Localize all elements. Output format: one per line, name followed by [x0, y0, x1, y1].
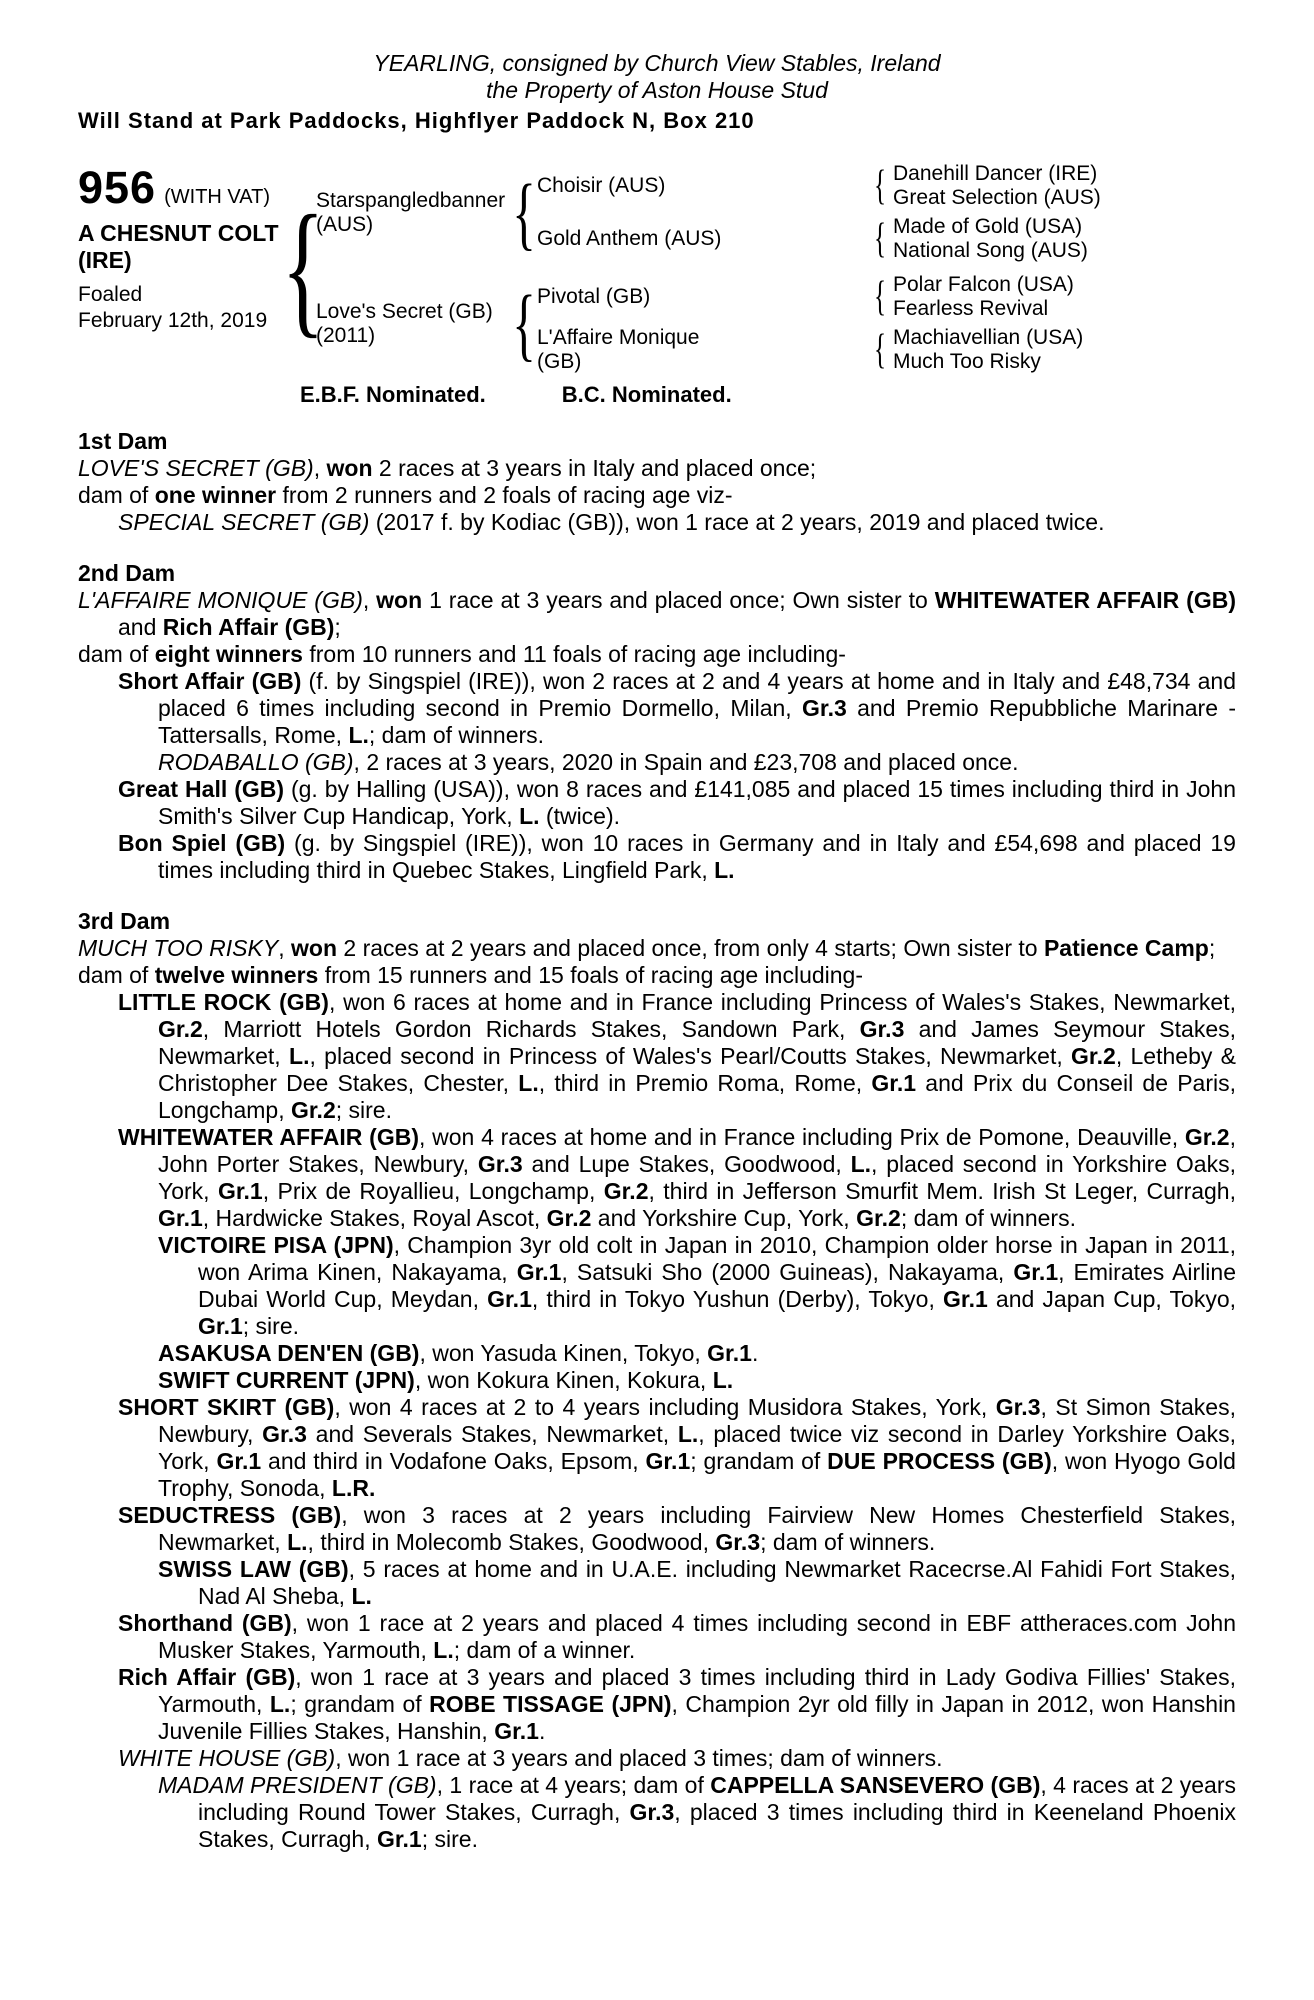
text-run: ; dam of winners.: [900, 1205, 1076, 1231]
text-run: ASAKUSA DEN'EN (GB): [158, 1340, 420, 1366]
text-run: Gr.2: [1071, 1043, 1116, 1069]
grandparent-name-line: Pivotal (GB): [537, 285, 651, 308]
consignor-line: YEARLING, consigned by Church View Stables, Ireland: [373, 50, 941, 76]
text-run: from 15 runners and 15 foals of racing age including-: [318, 962, 863, 988]
pedigree-paragraph: [78, 1340, 1236, 1367]
text-run: , Letheby & Christopher Dee Stakes, Chester,: [158, 1043, 1237, 1096]
stabling-line: Will Stand at Park Paddocks, Highflyer Paddock N, Box 210: [78, 108, 755, 133]
text-run: and: [118, 614, 163, 640]
text-run: WHITEWATER AFFAIR (GB): [118, 1124, 419, 1150]
text-run: Rich Affair (GB): [162, 614, 335, 640]
text-run: .: [751, 1340, 759, 1366]
text-run: , placed second in Yorkshire Oaks, York,: [158, 1151, 1236, 1204]
text-run: and Yorkshire Cup, York,: [591, 1205, 857, 1231]
text-run: SEDUCTRESS (GB): [118, 1502, 342, 1528]
text-run: eight winners: [154, 641, 303, 667]
text-run: L'AFFAIRE MONIQUE (GB): [78, 587, 363, 613]
text-run: ; dam of winners.: [368, 722, 545, 748]
text-run: 2 races at 2 years and placed once, from only 4 starts; Own sister to: [337, 935, 1044, 961]
text-run: SPECIAL SECRET (GB): [118, 509, 370, 535]
text-run: Short Affair (GB): [118, 668, 302, 694]
text-run: , won Kokura Kinen, Kokura,: [414, 1367, 713, 1393]
text-run: Gr.1: [645, 1448, 691, 1474]
lot-info: [78, 162, 290, 374]
brace-icon: {: [873, 163, 887, 209]
text-run: Gr.2: [290, 1097, 336, 1123]
text-run: (g. by Singspiel (IRE)), won 10 races in Germany and in Italy and £54,698 and placed 19 times including third in Quebec Stakes, Lingfield Park,: [158, 830, 1236, 883]
pedigree-paragraph: [78, 668, 1236, 749]
text-run: Great Hall (GB): [118, 776, 285, 802]
text-run: ; dam of winners.: [760, 1529, 936, 1555]
pedigree-paragraph: [78, 1367, 1236, 1394]
text-run: , won 3 races at 2 years including Fairview New Homes Chesterfield Stakes, Newmarket,: [158, 1502, 1236, 1555]
sire-name-line: Starspangledbanner: [316, 188, 506, 212]
pedigree-paragraph: [78, 1772, 1236, 1853]
pedigree-paragraph: [78, 587, 1236, 641]
brace-icon: {: [512, 166, 536, 258]
text-run: , won 4 races at 2 to 4 years including Musidora Stakes, York,: [334, 1394, 996, 1420]
text-run: and James Seymour Stakes, Newmarket,: [158, 1016, 1236, 1069]
pedigree-paragraph: [78, 1394, 1236, 1502]
dam-name: [316, 300, 511, 348]
text-run: WHITE HOUSE (GB): [118, 1745, 336, 1771]
dam-name-line: (2011): [316, 323, 376, 347]
text-run: ,: [362, 587, 377, 613]
text-run: L.: [269, 1691, 291, 1717]
pedigree-tree-wrap: [281, 162, 1101, 374]
text-run: Gr.1: [216, 1448, 262, 1474]
text-run: , won 4 races at home and in France including Prix de Pomone, Deauville,: [418, 1124, 1185, 1150]
section-heading: 2nd Dam: [78, 560, 176, 586]
grandparent-name: [537, 227, 867, 251]
grandparent-name-line: L'Affaire Monique: [537, 326, 700, 349]
text-run: ; sire.: [242, 1313, 299, 1339]
text-run: , Champion 3yr old colt in Japan in 2010, Champion older horse in Japan in 2011, won Arima Kinen, Nakayama,: [198, 1232, 1237, 1285]
grandparent-name-line: Gold Anthem (AUS): [537, 227, 722, 250]
text-run: , placed twice viz second in Darley Yorkshire Oaks, York,: [158, 1421, 1236, 1474]
text-run: (2017 f. by Kodiac (GB)), won 1 race at 2 years, 2019 and placed twice.: [369, 509, 1105, 535]
dam-grandparents: [537, 273, 1083, 374]
great-grandparent-name: Machiavellian (USA): [893, 326, 1084, 349]
great-grandparent-name: Danehill Dancer (IRE): [893, 162, 1098, 185]
text-run: Bon Spiel (GB): [118, 830, 286, 856]
text-run: ROBE TISSAGE (JPN): [429, 1691, 672, 1717]
text-run: twelve winners: [154, 962, 319, 988]
text-run: Gr.3: [715, 1529, 761, 1555]
text-run: Gr.1: [217, 1178, 263, 1204]
text-run: , won Yasuda Kinen, Tokyo,: [419, 1340, 708, 1366]
pedigree-paragraph: [78, 1232, 1236, 1340]
text-run: ; sire.: [421, 1826, 478, 1852]
text-run: , 4 races at 2 years including Round Tower Stakes, Curragh,: [198, 1772, 1237, 1825]
text-run: , placed second in Princess of Wales's Pearl/Coutts Stakes, Newmarket,: [309, 1043, 1072, 1069]
pedigree-paragraph: [78, 509, 1236, 536]
pedigree-paragraph: [78, 455, 1236, 482]
text-run: , Prix de Royallieu, Longchamp,: [262, 1178, 604, 1204]
text-run: SWISS LAW (GB): [158, 1556, 349, 1582]
text-run: , third in Jefferson Smurfit Mem. Irish St Leger, Curragh,: [648, 1178, 1236, 1204]
great-grandparents: [893, 273, 1074, 321]
pedigree-paragraph: [78, 1664, 1236, 1745]
great-grandparents: [893, 215, 1088, 263]
brace-icon: {: [873, 327, 887, 373]
bc-nomination: B.C. Nominated.: [561, 382, 732, 407]
text-run: MADAM PRESIDENT (GB): [158, 1772, 437, 1798]
text-run: L.: [518, 1070, 539, 1096]
vat-note: (WITH VAT): [164, 186, 270, 208]
dam-section: [78, 560, 1236, 884]
grandparent-name: [537, 326, 867, 374]
text-run: ,: [278, 935, 291, 961]
text-run: (g. by Halling (USA)), won 8 races and £141,085 and placed 15 times including third in John Smith's Silver Cup Handicap, York,: [158, 776, 1236, 829]
text-run: one winner: [154, 482, 277, 508]
text-run: VICTOIRE PISA (JPN): [158, 1232, 394, 1258]
text-run: , Marriott Hotels Gordon Richards Stakes, Sandown Park,: [202, 1016, 860, 1042]
text-run: Gr.2: [603, 1178, 649, 1204]
text-run: , won 1 race at 3 years and placed 3 times including third in Lady Godiva Fillies' Stakes, Yarmouth,: [158, 1664, 1236, 1717]
pedigree-paragraph: [78, 1610, 1236, 1664]
text-run: , 5 races at home and in U.A.E. including Newmarket Racecrse.Al Fahidi Fort Stakes, Nad Al Sheba,: [198, 1556, 1236, 1609]
text-run: , won 1 race at 3 years and placed 3 times; dam of winners.: [335, 1745, 943, 1771]
text-run: , placed 3 times including third in Keeneland Phoenix Stakes, Curragh,: [198, 1799, 1236, 1852]
foaled-label: Foaled: [78, 283, 143, 306]
text-run: 1 race at 3 years and placed once; Own sister to: [422, 587, 935, 613]
brace-icon: {: [873, 216, 887, 262]
text-run: ,: [313, 455, 327, 481]
text-run: ;: [334, 614, 341, 640]
text-run: MUCH TOO RISKY: [78, 935, 279, 961]
text-run: and Lupe Stakes, Goodwood,: [522, 1151, 851, 1177]
text-run: WHITEWATER AFFAIR (GB): [934, 587, 1236, 613]
grandparent-name: [537, 285, 867, 309]
text-run: Shorthand (GB): [118, 1610, 292, 1636]
grandparent-name-line: Choisir (AUS): [537, 174, 666, 197]
text-run: L.: [351, 1583, 372, 1609]
text-run: Gr.1: [376, 1826, 422, 1852]
sire-grandparents: [537, 162, 1101, 263]
great-grandparent-name: Great Selection (AUS): [893, 186, 1101, 209]
text-run: L.R.: [331, 1475, 376, 1501]
text-run: CAPPELLA SANSEVERO (GB): [710, 1772, 1041, 1798]
text-run: and Severals Stakes, Newmarket,: [306, 1421, 678, 1447]
text-run: and Prix du Conseil de Paris, Longchamp,: [158, 1070, 1236, 1123]
text-run: L.: [677, 1421, 699, 1447]
text-run: ; grandam of: [290, 1691, 430, 1717]
grandparent-row: [537, 326, 1083, 374]
text-run: , third in Premio Roma, Rome,: [538, 1070, 872, 1096]
nominations-row: [78, 382, 1236, 408]
text-run: LITTLE ROCK (GB): [118, 989, 329, 1015]
text-run: Gr.1: [871, 1070, 917, 1096]
great-grandparent-name: Fearless Revival: [893, 297, 1049, 320]
text-run: , Emirates Airline Dubai World Cup, Meydan,: [198, 1259, 1236, 1312]
dam-section: [78, 428, 1236, 536]
sire-name: [316, 189, 511, 237]
text-run: , won 6 races at home and in France including Princess of Wales's Stakes, Newmarket,: [328, 989, 1236, 1015]
text-run: and third in Vodafone Oaks, Epsom,: [261, 1448, 646, 1474]
grandparent-name: [537, 174, 867, 198]
lot-number-row: [78, 162, 290, 214]
lot-number: 956: [78, 162, 157, 213]
text-run: Gr.1: [198, 1313, 243, 1339]
pedigree-paragraph: [78, 1745, 1236, 1772]
great-grandparent-name: Made of Gold (USA): [893, 215, 1083, 238]
text-run: Gr.1: [943, 1286, 988, 1312]
text-run: , 1 race at 4 years; dam of: [436, 1772, 711, 1798]
brace-icon: {: [873, 274, 887, 320]
text-run: Gr.3: [995, 1394, 1041, 1420]
text-run: won: [326, 455, 373, 481]
text-run: Gr.1: [158, 1205, 203, 1231]
text-run: L.: [287, 1529, 308, 1555]
text-run: DUE PROCESS (GB): [827, 1448, 1052, 1474]
text-run: Patience Camp: [1043, 935, 1209, 961]
text-run: dam of: [78, 482, 155, 508]
text-run: (twice).: [539, 803, 621, 829]
grandparent-row: [537, 273, 1083, 321]
pedigree-text-sections: [78, 428, 1236, 1853]
text-run: Gr.3: [859, 1016, 905, 1042]
text-run: ;: [1208, 935, 1216, 961]
text-run: , Hardwicke Stakes, Royal Ascot,: [202, 1205, 547, 1231]
text-run: Gr.2: [158, 1016, 203, 1042]
pedigree-paragraph: [78, 776, 1236, 830]
text-run: , John Porter Stakes, Newbury,: [158, 1124, 1236, 1177]
text-run: LOVE'S SECRET (GB): [78, 455, 314, 481]
brace-icon: {: [512, 277, 536, 369]
section-heading: 3rd Dam: [78, 908, 171, 934]
foaled-info: [78, 282, 290, 334]
text-run: ; sire.: [335, 1097, 392, 1123]
text-run: SWIFT CURRENT (JPN): [158, 1367, 415, 1393]
text-run: , Satsuki Sho (2000 Guineas), Nakayama,: [561, 1259, 1014, 1285]
pedigree-paragraph: [78, 830, 1236, 884]
text-run: and Premio Repubbliche Marinare -Tattersalls, Rome,: [158, 695, 1236, 748]
text-run: Gr.3: [477, 1151, 523, 1177]
text-run: ; dam of a winner.: [453, 1637, 636, 1663]
lot-title-line2: (IRE): [78, 247, 132, 273]
text-run: and Japan Cup, Tokyo,: [987, 1286, 1237, 1312]
text-run: , St Simon Stakes, Newbury,: [158, 1394, 1236, 1447]
text-run: Gr.2: [1184, 1124, 1230, 1150]
text-run: Gr.1: [487, 1286, 532, 1312]
text-run: SHORT SKIRT (GB): [118, 1394, 335, 1420]
text-run: L.: [519, 803, 540, 829]
brace-icon: {: [281, 185, 325, 351]
sire-name-line: (AUS): [316, 212, 374, 236]
text-run: Gr.3: [629, 1799, 675, 1825]
grandparent-row: [537, 162, 1101, 210]
text-run: dam of: [78, 641, 155, 667]
pedigree-paragraph: [78, 482, 1236, 509]
pedigree-paragraph: [78, 1502, 1236, 1556]
text-run: 2 races at 3 years in Italy and placed once;: [372, 455, 817, 481]
ebf-nomination: E.B.F. Nominated.: [300, 382, 486, 407]
pedigree-paragraph: [78, 989, 1236, 1124]
text-run: , Champion 2yr old filly in Japan in 2012, won Hanshin Juvenile Fillies Stakes, Hanshin,: [158, 1691, 1236, 1744]
dam-name-line: Love's Secret (GB): [316, 299, 493, 323]
text-run: Gr.2: [546, 1205, 592, 1231]
pedigree-paragraph: [78, 749, 1236, 776]
text-run: L.: [289, 1043, 310, 1069]
text-run: dam of: [78, 962, 155, 988]
great-grandparent-name: National Song (AUS): [893, 239, 1088, 262]
text-run: ; grandam of: [690, 1448, 828, 1474]
grandparent-row: [537, 215, 1101, 263]
great-grandparent-name: Polar Falcon (USA): [893, 273, 1074, 296]
pedigree-paragraph: [78, 962, 1236, 989]
text-run: Gr.3: [802, 695, 847, 721]
great-grandparents: [893, 162, 1101, 210]
text-run: L.: [348, 722, 369, 748]
text-run: , third in Molecomb Stakes, Goodwood,: [307, 1529, 716, 1555]
text-run: from 10 runners and 11 foals of racing age including-: [302, 641, 846, 667]
text-run: from 2 runners and 2 foals of racing age viz-: [276, 482, 733, 508]
text-run: , 2 races at 3 years, 2020 in Spain and £23,708 and placed once.: [353, 749, 1019, 775]
text-run: won: [376, 587, 423, 613]
pedigree-paragraph: [78, 1124, 1236, 1232]
great-grandparents: [893, 326, 1083, 374]
text-run: , won 1 race at 2 years and placed 4 times including second in EBF attheraces.com John Musker Stakes, Yarmouth,: [158, 1610, 1236, 1663]
text-run: Gr.1: [516, 1259, 562, 1285]
section-heading: 1st Dam: [78, 428, 168, 454]
pedigree-tree: [316, 162, 1101, 374]
pedigree-block: [78, 162, 1236, 374]
foaled-date: February 12th, 2019: [78, 309, 268, 332]
text-run: .: [538, 1718, 546, 1744]
great-grandparent-name: Much Too Risky: [893, 350, 1041, 373]
dam-row: [316, 273, 1101, 374]
text-run: L.: [712, 1367, 734, 1393]
text-run: Gr.3: [262, 1421, 307, 1447]
text-run: L.: [433, 1637, 454, 1663]
text-run: Gr.1: [1013, 1259, 1059, 1285]
text-run: RODABALLO (GB): [158, 749, 354, 775]
text-run: , third in Tokyo Yushun (Derby), Tokyo,: [531, 1286, 943, 1312]
text-run: (f. by Singspiel (IRE)), won 2 races at 2 and 4 years at home and in Italy and £48,734 and placed 6 times including second in Premio Dormello, Milan,: [158, 668, 1236, 721]
lot-title: [78, 220, 290, 274]
sire-row: [316, 162, 1101, 263]
lot-title-line1: A CHESNUT COLT: [78, 220, 279, 246]
text-run: Rich Affair (GB): [118, 1664, 296, 1690]
grandparent-name-line: (GB): [537, 350, 582, 373]
text-run: Gr.1: [494, 1718, 539, 1744]
property-line: the Property of Aston House Stud: [486, 77, 828, 103]
text-run: Gr.1: [707, 1340, 752, 1366]
text-run: L.: [714, 857, 735, 883]
text-run: L.: [850, 1151, 872, 1177]
text-run: Gr.2: [856, 1205, 901, 1231]
dam-section: [78, 908, 1236, 1853]
pedigree-paragraph: [78, 1556, 1236, 1610]
pedigree-paragraph: [78, 935, 1236, 962]
text-run: , won Hyogo Gold Trophy, Sonoda,: [158, 1448, 1236, 1501]
pedigree-paragraph: [78, 641, 1236, 668]
text-run: won: [291, 935, 337, 961]
